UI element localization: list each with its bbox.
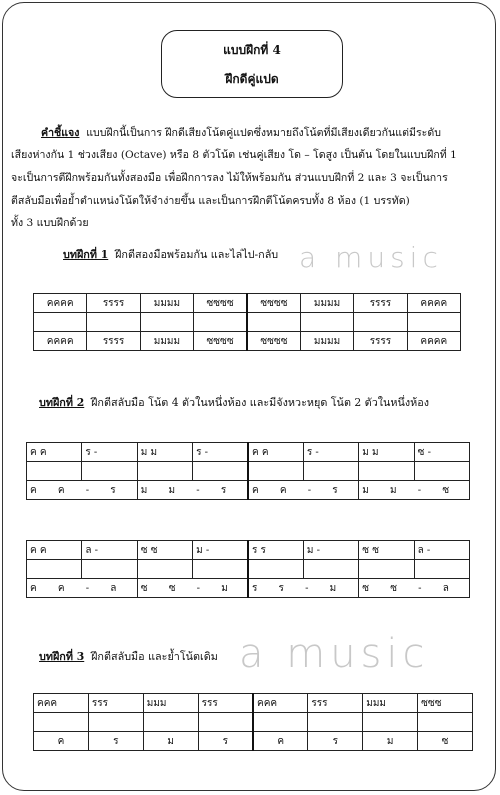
table-row (27, 481, 470, 500)
note-cell: ซ (418, 732, 473, 751)
exercise-3-desc: ฝึกตีสลับมือ และย้ำโน้ตเดิม (91, 650, 218, 663)
note-cell: ม - (193, 541, 248, 560)
note-cell (414, 560, 469, 579)
table-row (27, 560, 470, 579)
note-cell (193, 462, 248, 481)
note-cell: ซซซซ (247, 294, 300, 313)
note-cell: ซ ซ - ล (359, 579, 470, 598)
worksheet-number: แบบฝึกที่ 4 (223, 43, 281, 57)
note-cell (359, 462, 414, 481)
exercise-3-table (33, 693, 473, 751)
note-cell: ล - (414, 541, 469, 560)
note-cell (137, 462, 192, 481)
note-cell: ร - (193, 443, 248, 462)
exercise-2-table-b (26, 540, 470, 598)
note-cell: ล - (82, 541, 137, 560)
note-cell (194, 313, 247, 332)
exercise-1-table (33, 293, 461, 351)
note-cell: ร ร (248, 541, 303, 560)
note-cell: ม ม (359, 443, 414, 462)
note-cell: ซ ซ - ม (137, 579, 248, 598)
exercise-2-heading (39, 394, 429, 411)
note-cell: ร - (82, 443, 137, 462)
intro-label: คำชี้แจง (41, 127, 80, 139)
note-cell: ร - (303, 443, 358, 462)
intro-text-1: แบบฝึกนี้เป็นการ ฝึกดีเสียงโน้ตคู่แปดซึ่งหมายถึงโน้ตที่มีเสียงเดียวกันแต่มีระดับ (86, 127, 441, 139)
note-cell: ซ ซ (137, 541, 192, 560)
note-cell: ค (34, 732, 89, 751)
note-cell (303, 462, 358, 481)
note-cell (248, 560, 303, 579)
note-cell (137, 560, 192, 579)
note-cell: ม (143, 732, 198, 751)
table-row (34, 332, 461, 351)
intro-line-3: จะเป็นการตีฝึกพร้อมกันทั้งสองมือ เพื่อฝึกการลง ไม้ให้พร้อมกัน ส่วนแบบฝึกที่ 2 และ 3 จะเป็นการ (11, 172, 448, 184)
note-cell (82, 462, 137, 481)
note-cell: ค ค (248, 443, 303, 462)
note-cell: มมมม (300, 332, 353, 351)
note-cell: มมมม (300, 294, 353, 313)
exercise-2-label: บทฝึกที่ 2 (39, 396, 85, 409)
note-cell (354, 313, 407, 332)
intro-line-1 (41, 124, 441, 141)
note-cell: ซซซซ (194, 294, 247, 313)
note-cell: ร (308, 732, 363, 751)
note-cell (407, 313, 460, 332)
note-cell (253, 713, 308, 732)
exercise-2-table-a (26, 442, 470, 500)
note-cell (82, 560, 137, 579)
note-cell: ม - (303, 541, 358, 560)
title-box (161, 30, 343, 98)
note-cell: ซ - (414, 443, 469, 462)
note-cell (27, 462, 82, 481)
note-cell (359, 560, 414, 579)
intro-line-2: เสียงห่างกัน 1 ช่วงเสียง (Octave) หรือ 8 ตัวโน้ต เช่นคู่เสียง โด – โดสูง เป็นต้น โดยในแบบฝึกที่ 1 (11, 149, 457, 161)
note-cell: มมมม (140, 294, 193, 313)
note-cell: คคคค (34, 294, 87, 313)
exercise-2-desc: ฝึกตีสลับมือ โน้ต 4 ตัวในหนึ่งห้อง และมีจังหวะหยุด โน้ต 2 ตัวในหนึ่งห้อง (91, 396, 430, 409)
table-row (34, 294, 461, 313)
note-cell: รรรร (354, 332, 407, 351)
note-cell: รรรร (87, 294, 140, 313)
note-cell: รรรร (354, 294, 407, 313)
worksheet-title: ฝึกดีคู่แปด (225, 72, 279, 86)
exercise-1-heading (63, 246, 278, 263)
note-cell: ม ม (137, 443, 192, 462)
note-cell: มมม (363, 694, 418, 713)
note-cell (140, 313, 193, 332)
table-row (27, 462, 470, 481)
note-cell (248, 462, 303, 481)
note-cell: คคค (34, 694, 89, 713)
table-row (34, 713, 473, 732)
note-cell (87, 313, 140, 332)
note-cell: ร (88, 732, 143, 751)
note-cell (418, 713, 473, 732)
note-cell (303, 560, 358, 579)
note-cell (34, 713, 89, 732)
note-cell: ม ม - ร (137, 481, 248, 500)
note-cell (27, 560, 82, 579)
note-cell: คคคค (34, 332, 87, 351)
note-cell (300, 313, 353, 332)
note-cell (363, 713, 418, 732)
note-cell: ร (198, 732, 253, 751)
note-cell: ม ม - ซ (359, 481, 470, 500)
note-cell (308, 713, 363, 732)
note-cell: ค ค - ล (27, 579, 138, 598)
note-cell (247, 313, 300, 332)
note-cell: รรร (88, 694, 143, 713)
note-cell: ซซซซ (247, 332, 300, 351)
note-cell (198, 713, 253, 732)
note-cell: ค ค - ร (27, 481, 138, 500)
note-cell: มมมม (140, 332, 193, 351)
note-cell: ร ร - ม (248, 579, 359, 598)
note-cell (34, 313, 87, 332)
table-row (27, 541, 470, 560)
note-cell: ม (363, 732, 418, 751)
note-cell: ซซซ (418, 694, 473, 713)
table-row (34, 313, 461, 332)
note-cell: ค ค (27, 541, 82, 560)
table-row (34, 694, 473, 713)
watermark: a music (239, 631, 430, 677)
note-cell: คคคค (407, 294, 460, 313)
note-cell (193, 560, 248, 579)
note-cell: ค (253, 732, 308, 751)
note-cell: คคค (253, 694, 308, 713)
note-cell: ซ ซ (359, 541, 414, 560)
watermark: a music (299, 241, 443, 274)
intro-line-4: ตีสลับมือเพื่อย้ำตำแหน่งโน้ตให้จำง่ายขึ้น และเป็นการฝึกตีโน้ตครบทั้ง 8 ห้อง (1 บรรทัด) (11, 195, 410, 207)
note-cell: คคคค (407, 332, 460, 351)
note-cell: ค ค (27, 443, 82, 462)
exercise-1-desc: ฝึกตีสองมือพร้อมกัน และไล่ไป-กลับ (115, 248, 279, 261)
note-cell: รรรร (87, 332, 140, 351)
note-cell (88, 713, 143, 732)
note-cell: ซซซซ (194, 332, 247, 351)
table-row (27, 443, 470, 462)
exercise-3-heading (39, 648, 218, 665)
table-row (27, 579, 470, 598)
note-cell: มมม (143, 694, 198, 713)
note-cell: ค ค - ร (248, 481, 359, 500)
note-cell: รรร (198, 694, 253, 713)
table-row (34, 732, 473, 751)
note-cell (143, 713, 198, 732)
worksheet-page (2, 2, 496, 791)
note-cell: รรร (308, 694, 363, 713)
note-cell (414, 462, 469, 481)
exercise-1-label: บทฝึกที่ 1 (63, 248, 109, 261)
intro-line-5: ทั้ง 3 แบบฝึกด้วย (11, 217, 89, 229)
exercise-3-label: บทฝึกที่ 3 (39, 650, 85, 663)
